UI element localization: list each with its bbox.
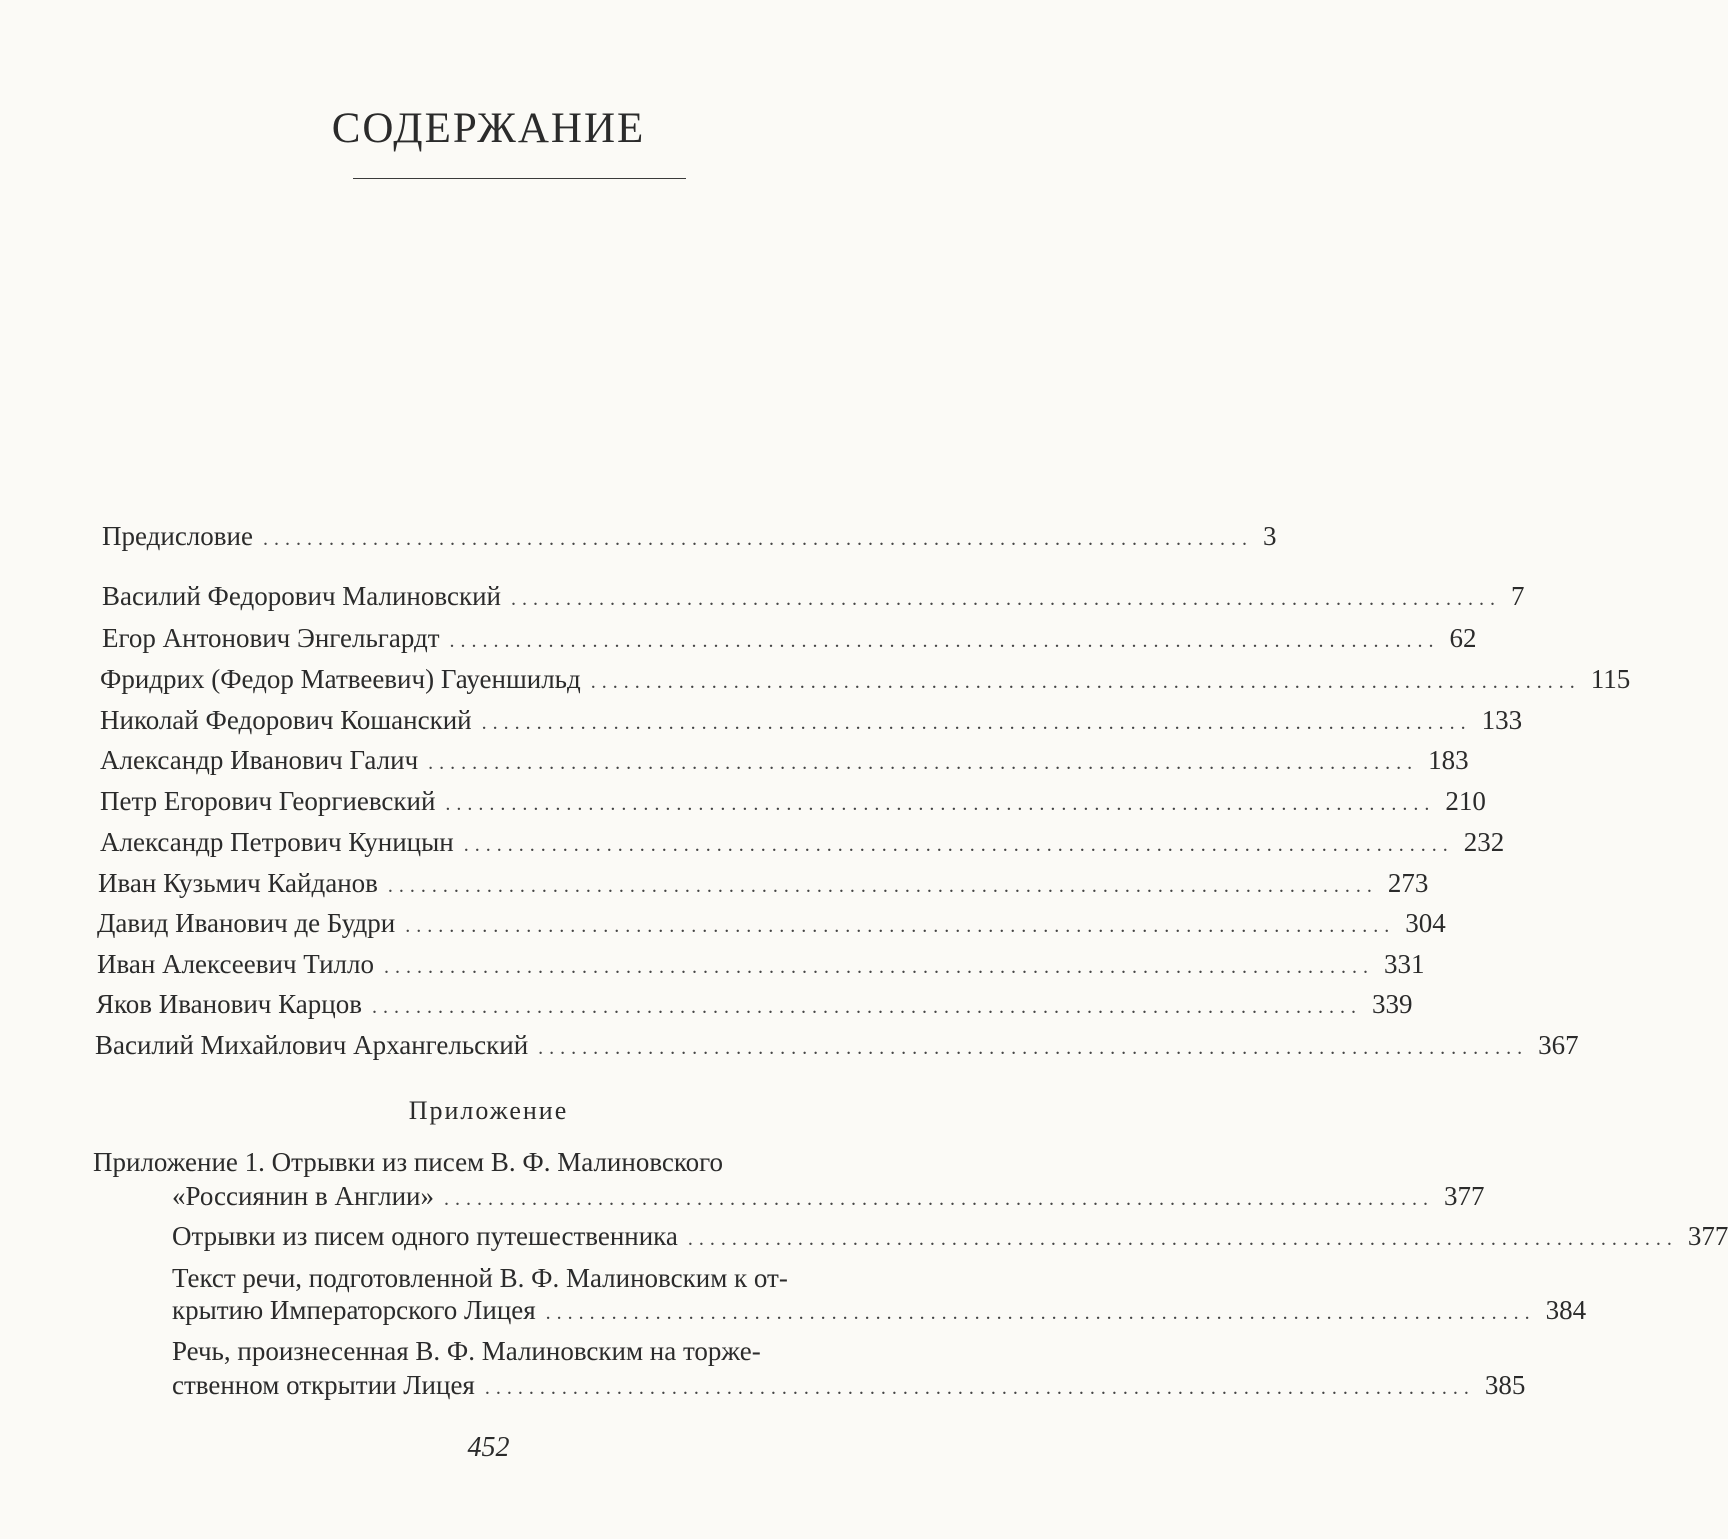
toc-entry-page: 183 <box>1428 745 1469 775</box>
appendix-entry-1-line1: Приложение 1. Отрывки из писем В. Ф. Малиновского <box>93 1147 724 1177</box>
toc-entry-title: ственном открытии Лицея <box>172 1370 475 1400</box>
toc-entry-page: 210 <box>1445 786 1486 816</box>
toc-entry-title: Яков Иванович Карцов <box>96 989 362 1019</box>
dot-leader: .......................................................................................... <box>371 996 1362 1018</box>
toc-entry <box>100 663 1631 698</box>
toc-entry-page: 377 <box>1687 1221 1728 1251</box>
title-underline <box>353 178 686 179</box>
toc-entry <box>97 907 1446 942</box>
dot-leader: .......................................................................................... <box>449 630 1440 652</box>
toc-entry <box>95 1029 1579 1064</box>
toc-entry-page: 304 <box>1405 908 1446 938</box>
toc-entry-page: 331 <box>1384 949 1425 979</box>
toc-entry-page: 232 <box>1463 827 1505 857</box>
toc-entry-title: Василий Михайлович Архангельский <box>95 1030 529 1060</box>
toc-entry-page: 385 <box>1484 1370 1526 1400</box>
toc-entry <box>100 826 1505 861</box>
toc-entry-title: Иван Алексеевич Тилло <box>97 949 375 979</box>
dot-leader: .......................................................................................... <box>545 1302 1536 1324</box>
toc-entry-page: 115 <box>1590 664 1631 694</box>
toc-entry <box>100 704 1523 739</box>
appendix-heading: Приложение <box>408 1096 569 1125</box>
toc-entry-page: 367 <box>1538 1030 1579 1060</box>
toc-entry <box>97 948 1425 983</box>
toc-entry-title: крытию Императорского Лицея <box>172 1295 536 1325</box>
appendix-entry-3-line1: Текст речи, подготовленной В. Ф. Малиновским к от- <box>172 1263 788 1293</box>
page-title: СОДЕРЖАНИЕ <box>331 105 646 152</box>
dot-leader: .......................................................................................... <box>510 588 1501 610</box>
toc-entry-title: Егор Антонович Энгельгардт <box>102 623 440 653</box>
toc-entry-title: Иван Кузьмич Кайданов <box>98 868 378 898</box>
dot-leader: .......................................................................................... <box>262 528 1253 550</box>
toc-entry-title: Александр Петрович Куницын <box>100 827 454 857</box>
appendix-entry-3 <box>172 1294 1587 1329</box>
toc-entry-title: Николай Федорович Кошанский <box>100 705 472 735</box>
toc-entry-page: 7 <box>1510 581 1525 611</box>
toc-entry-page: 273 <box>1387 868 1429 898</box>
toc-entry <box>100 785 1486 820</box>
dot-leader: .......................................................................................... <box>405 915 1396 937</box>
dot-leader: .......................................................................................... <box>443 1188 1434 1210</box>
toc-entry-title: Отрывки из писем одного путешественника <box>172 1221 678 1251</box>
appendix-entry-4 <box>172 1369 1526 1404</box>
appendix-entry-2 <box>172 1220 1728 1255</box>
dot-leader: .......................................................................................... <box>538 1037 1529 1059</box>
toc-entry-title: Предисловие <box>102 521 253 551</box>
dot-leader: .......................................................................................... <box>384 956 1375 978</box>
dot-leader: .......................................................................................... <box>687 1228 1678 1250</box>
appendix-entry-1 <box>172 1180 1485 1215</box>
toc-entry-title: Давид Иванович де Будри <box>97 908 396 938</box>
toc-entry <box>96 988 1413 1023</box>
dot-leader: .......................................................................................... <box>463 834 1454 856</box>
toc-entry <box>102 622 1477 657</box>
toc-entry-title: Василий Федорович Малиновский <box>102 581 501 611</box>
toc-entry-page: 377 <box>1443 1181 1485 1211</box>
toc-entry-page: 62 <box>1449 623 1477 653</box>
toc-entry <box>100 744 1469 779</box>
toc-entry-page: 3 <box>1262 521 1277 551</box>
toc-entry-page: 384 <box>1545 1295 1587 1325</box>
toc-entry-title: Фридрих (Федор Матвеевич) Гауеншильд <box>100 664 581 694</box>
toc-entry-page: 339 <box>1371 989 1413 1019</box>
toc-entry <box>102 520 1277 555</box>
toc-entry <box>98 867 1429 902</box>
toc-entry-title: Александр Иванович Галич <box>100 745 419 775</box>
dot-leader: .......................................................................................... <box>387 875 1378 897</box>
toc-entry <box>102 580 1525 615</box>
toc-entry-page: 133 <box>1481 705 1523 735</box>
page-number: 452 <box>467 1432 510 1463</box>
dot-leader: .......................................................................................... <box>484 1377 1475 1399</box>
dot-leader: .......................................................................................... <box>590 671 1581 693</box>
appendix-entry-4-line1: Речь, произнесенная В. Ф. Малиновским на торже- <box>172 1336 761 1366</box>
dot-leader: .......................................................................................... <box>428 752 1419 774</box>
dot-leader: .......................................................................................... <box>445 793 1436 815</box>
toc-entry-title: «Россиянин в Англии» <box>172 1181 434 1211</box>
dot-leader: .......................................................................................... <box>481 712 1472 734</box>
toc-entry-title: Петр Егорович Георгиевский <box>100 786 436 816</box>
